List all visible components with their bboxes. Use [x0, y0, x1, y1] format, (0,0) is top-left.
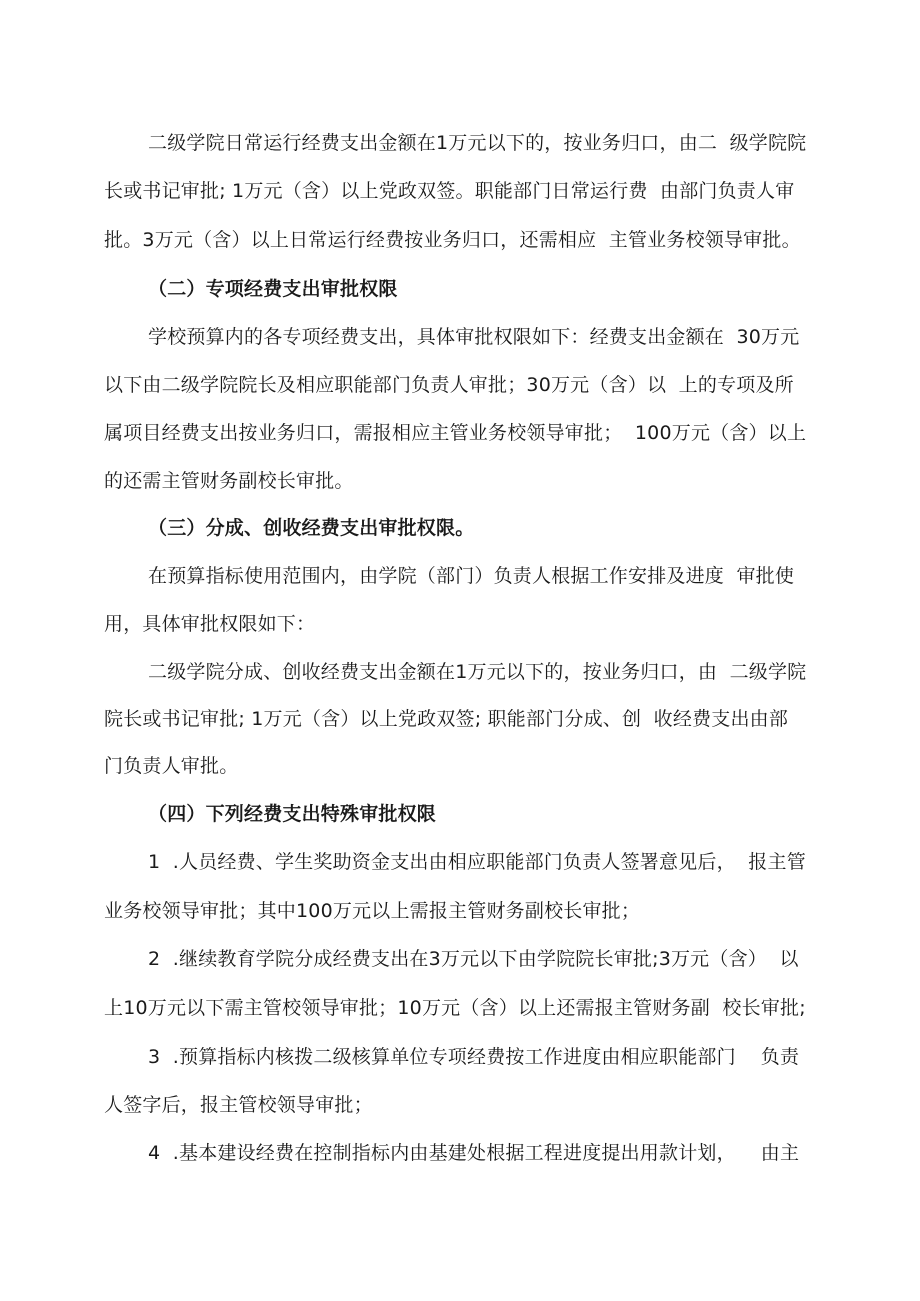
list-item-line: 人签字后，报主管校领导审批； — [104, 1094, 373, 1116]
paragraph-line: 院长或书记审批; 1万元（含）以上党政双签; 职能部门分成、创 收经费支出由部 — [104, 708, 789, 730]
list-item-line: 业务校领导审批；其中100万元以上需报主管财务副校长审批； — [104, 900, 641, 922]
paragraph-line: 二级学院日常运行经费支出金额在1万元以下的，按业务归口，由二 级学院院 — [148, 132, 807, 154]
paragraph-line: 以下由二级学院院长及相应职能部门负责人审批；30万元（含）以 上的专项及所 — [104, 374, 794, 396]
paragraph-line: 二级学院分成、创收经费支出金额在1万元以下的，按业务归口，由 二级学院 — [148, 661, 807, 683]
list-item-line: 4 .基本建设经费在控制指标内由基建处根据工程进度提出用款计划， 由主 — [148, 1142, 800, 1164]
paragraph-line: 长或书记审批; 1万元（含）以上党政双签。职能部门日常运行费 由部门负责人审 — [104, 180, 795, 202]
paragraph-line: 的还需主管财务副校长审批。 — [104, 470, 354, 492]
paragraph-line: 门负责人审批。 — [104, 755, 239, 777]
paragraph-line: 用，具体审批权限如下： — [104, 613, 316, 635]
paragraph-line: 学校预算内的各专项经费支出，具体审批权限如下：经费支出金额在 30万元 — [148, 326, 800, 348]
section-heading: （二）专项经费支出审批权限 — [148, 278, 398, 300]
paragraph-line: 在预算指标使用范围内，由学院（部门）负责人根据工作安排及进度 审批使 — [148, 565, 795, 587]
section-heading: （三）分成、创收经费支出审批权限。 — [148, 517, 475, 539]
list-item-line: 上10万元以下需主管校领导审批；10万元（含）以上还需报主管财务副 校长审批; — [104, 997, 806, 1019]
list-item-line: 3 .预算指标内核拨二级核算单位专项经费按工作进度由相应职能部门 负责 — [148, 1046, 800, 1068]
paragraph-line: 批。3万元（含）以上日常运行经费按业务归口，还需相应 主管业务校领导审批。 — [104, 229, 801, 251]
list-item-line: 1 .人员经费、学生奖助资金支出由相应职能部门负责人签署意见后， 报主管 — [148, 851, 806, 873]
paragraph-line: 属项目经费支出按业务归口，需报相应主管业务校领导审批； 100万元（含）以上 — [104, 422, 807, 444]
section-heading: （四）下列经费支出特殊审批权限 — [148, 803, 437, 825]
list-item-line: 2 .继续教育学院分成经费支出在3万元以下由学院院长审批;3万元（含） 以 — [148, 948, 799, 970]
